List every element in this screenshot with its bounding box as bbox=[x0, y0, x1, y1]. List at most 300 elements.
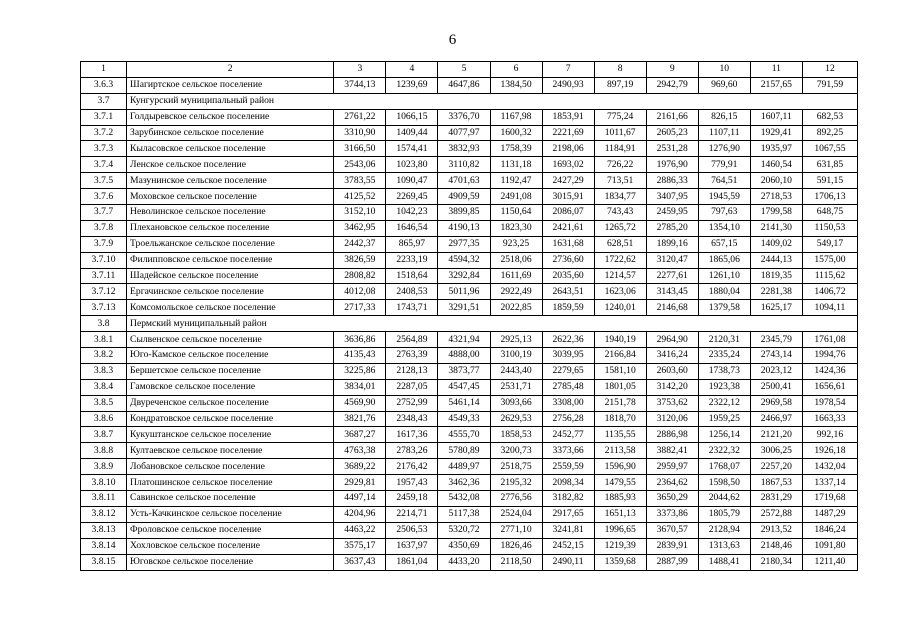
value-cell: 3753,62 bbox=[646, 395, 698, 411]
value-cell: 1354,10 bbox=[698, 220, 750, 236]
value-cell: 1819,35 bbox=[750, 268, 802, 284]
value-cell: 2060,10 bbox=[750, 173, 802, 189]
value-cell: 3166,50 bbox=[334, 141, 386, 157]
value-cell: 2233,19 bbox=[386, 252, 438, 268]
value-cell: 1799,58 bbox=[750, 205, 802, 221]
row-code: 3.7.5 bbox=[81, 173, 127, 189]
value-cell: 1617,36 bbox=[386, 427, 438, 443]
value-cell: 1899,16 bbox=[646, 236, 698, 252]
value-cell: 3882,41 bbox=[646, 443, 698, 459]
value-cell: 1596,90 bbox=[594, 459, 646, 475]
value-cell: 3152,10 bbox=[334, 205, 386, 221]
value-cell: 1834,77 bbox=[594, 189, 646, 205]
row-code: 3.8.5 bbox=[81, 395, 127, 411]
section-name: Кунгурский муниципальный район bbox=[127, 93, 858, 109]
value-cell: 4463,22 bbox=[334, 522, 386, 538]
value-cell: 2717,33 bbox=[334, 300, 386, 316]
value-cell: 1880,04 bbox=[698, 284, 750, 300]
table-row bbox=[81, 443, 858, 459]
value-cell: 3376,70 bbox=[438, 109, 490, 125]
column-header: 11 bbox=[750, 62, 802, 78]
value-cell: 5320,72 bbox=[438, 522, 490, 538]
row-code: 3.7.4 bbox=[81, 157, 127, 173]
row-code: 3.8.6 bbox=[81, 411, 127, 427]
value-cell: 2783,26 bbox=[386, 443, 438, 459]
value-cell: 3783,55 bbox=[334, 173, 386, 189]
value-cell: 1313,63 bbox=[698, 538, 750, 554]
value-cell: 1192,47 bbox=[490, 173, 542, 189]
row-code: 3.8.4 bbox=[81, 379, 127, 395]
value-cell: 2771,10 bbox=[490, 522, 542, 538]
settlement-name: Плехановское сельское поселение bbox=[127, 220, 334, 236]
value-cell: 2922,49 bbox=[490, 284, 542, 300]
value-cell: 1761,08 bbox=[802, 332, 857, 348]
settlement-name: Лобановское сельское поселение bbox=[127, 459, 334, 475]
settlement-name: Сылвенское сельское поселение bbox=[127, 332, 334, 348]
value-cell: 4547,45 bbox=[438, 379, 490, 395]
table-row bbox=[81, 395, 858, 411]
settlement-name: Комсомольское сельское поселение bbox=[127, 300, 334, 316]
value-cell: 1131,18 bbox=[490, 157, 542, 173]
value-cell: 2281,38 bbox=[750, 284, 802, 300]
value-cell: 3462,36 bbox=[438, 475, 490, 491]
value-cell: 2345,79 bbox=[750, 332, 802, 348]
value-cell: 3687,27 bbox=[334, 427, 386, 443]
value-cell: 4012,08 bbox=[334, 284, 386, 300]
row-code: 3.7.6 bbox=[81, 189, 127, 205]
table-row bbox=[81, 363, 858, 379]
value-cell: 3650,29 bbox=[646, 491, 698, 507]
table-row bbox=[81, 268, 858, 284]
value-cell: 1867,53 bbox=[750, 475, 802, 491]
value-cell: 5461,14 bbox=[438, 395, 490, 411]
row-code: 3.7.1 bbox=[81, 109, 127, 125]
settlement-name: Бершетское сельское поселение bbox=[127, 363, 334, 379]
value-cell: 1607,11 bbox=[750, 109, 802, 125]
value-cell: 1107,11 bbox=[698, 125, 750, 141]
value-cell: 4647,86 bbox=[438, 77, 490, 93]
table-row bbox=[81, 538, 858, 554]
value-cell: 4135,43 bbox=[334, 348, 386, 364]
value-cell: 2743,14 bbox=[750, 348, 802, 364]
value-cell: 1090,47 bbox=[386, 173, 438, 189]
row-code: 3.8.15 bbox=[81, 554, 127, 570]
value-cell: 2942,79 bbox=[646, 77, 698, 93]
value-cell: 4433,20 bbox=[438, 554, 490, 570]
value-cell: 2121,20 bbox=[750, 427, 802, 443]
value-cell: 4190,13 bbox=[438, 220, 490, 236]
value-cell: 1656,61 bbox=[802, 379, 857, 395]
value-cell: 1846,24 bbox=[802, 522, 857, 538]
value-cell: 1929,41 bbox=[750, 125, 802, 141]
value-cell: 2466,97 bbox=[750, 411, 802, 427]
value-cell: 1978,54 bbox=[802, 395, 857, 411]
value-cell: 1738,73 bbox=[698, 363, 750, 379]
value-cell: 2491,08 bbox=[490, 189, 542, 205]
value-cell: 2023,12 bbox=[750, 363, 802, 379]
value-cell: 2603,60 bbox=[646, 363, 698, 379]
value-cell: 2643,51 bbox=[542, 284, 594, 300]
row-code: 3.7 bbox=[81, 93, 127, 109]
row-code: 3.8.9 bbox=[81, 459, 127, 475]
table-row bbox=[81, 252, 858, 268]
value-cell: 1432,04 bbox=[802, 459, 857, 475]
value-cell: 2490,11 bbox=[542, 554, 594, 570]
value-cell: 2113,58 bbox=[594, 443, 646, 459]
value-cell: 3110,82 bbox=[438, 157, 490, 173]
value-cell: 3899,85 bbox=[438, 205, 490, 221]
value-cell: 3291,51 bbox=[438, 300, 490, 316]
table-row bbox=[81, 475, 858, 491]
value-cell: 4350,69 bbox=[438, 538, 490, 554]
value-cell: 3093,66 bbox=[490, 395, 542, 411]
column-header: 1 bbox=[81, 62, 127, 78]
value-cell: 1211,40 bbox=[802, 554, 857, 570]
value-cell: 1758,39 bbox=[490, 141, 542, 157]
value-cell: 779,91 bbox=[698, 157, 750, 173]
value-cell: 628,51 bbox=[594, 236, 646, 252]
value-cell: 2348,43 bbox=[386, 411, 438, 427]
settlement-name: Фроловское сельское поселение bbox=[127, 522, 334, 538]
row-code: 3.8.1 bbox=[81, 332, 127, 348]
settlement-name: Шадейское сельское поселение bbox=[127, 268, 334, 284]
row-code: 3.8.14 bbox=[81, 538, 127, 554]
value-cell: 1256,14 bbox=[698, 427, 750, 443]
value-cell: 2964,90 bbox=[646, 332, 698, 348]
value-cell: 1996,65 bbox=[594, 522, 646, 538]
value-cell: 1460,54 bbox=[750, 157, 802, 173]
value-cell: 3416,24 bbox=[646, 348, 698, 364]
value-cell: 1409,44 bbox=[386, 125, 438, 141]
value-cell: 2524,04 bbox=[490, 506, 542, 522]
value-cell: 791,59 bbox=[802, 77, 857, 93]
column-header: 7 bbox=[542, 62, 594, 78]
value-cell: 2157,65 bbox=[750, 77, 802, 93]
value-cell: 4569,90 bbox=[334, 395, 386, 411]
value-cell: 3015,91 bbox=[542, 189, 594, 205]
value-cell: 3373,86 bbox=[646, 506, 698, 522]
value-cell: 1598,50 bbox=[698, 475, 750, 491]
settlement-name: Гамовское сельское поселение bbox=[127, 379, 334, 395]
value-cell: 2427,29 bbox=[542, 173, 594, 189]
value-cell: 3006,25 bbox=[750, 443, 802, 459]
row-code: 3.8.8 bbox=[81, 443, 127, 459]
value-cell: 3689,22 bbox=[334, 459, 386, 475]
value-cell: 1042,23 bbox=[386, 205, 438, 221]
value-cell: 3834,01 bbox=[334, 379, 386, 395]
value-cell: 1184,91 bbox=[594, 141, 646, 157]
table-row bbox=[81, 332, 858, 348]
value-cell: 1135,55 bbox=[594, 427, 646, 443]
table-row bbox=[81, 173, 858, 189]
value-cell: 2736,60 bbox=[542, 252, 594, 268]
value-cell: 2785,48 bbox=[542, 379, 594, 395]
value-cell: 1693,02 bbox=[542, 157, 594, 173]
value-cell: 923,25 bbox=[490, 236, 542, 252]
value-cell: 3100,19 bbox=[490, 348, 542, 364]
value-cell: 1409,02 bbox=[750, 236, 802, 252]
value-cell: 4555,70 bbox=[438, 427, 490, 443]
table-row bbox=[81, 236, 858, 252]
value-cell: 1518,64 bbox=[386, 268, 438, 284]
column-header: 6 bbox=[490, 62, 542, 78]
value-cell: 1663,33 bbox=[802, 411, 857, 427]
value-cell: 1115,62 bbox=[802, 268, 857, 284]
value-cell: 1940,19 bbox=[594, 332, 646, 348]
value-cell: 3120,47 bbox=[646, 252, 698, 268]
value-cell: 2622,36 bbox=[542, 332, 594, 348]
value-cell: 1094,11 bbox=[802, 300, 857, 316]
value-cell: 4909,59 bbox=[438, 189, 490, 205]
table-row bbox=[81, 427, 858, 443]
settlement-name: Ленское сельское поселение bbox=[127, 157, 334, 173]
value-cell: 2120,31 bbox=[698, 332, 750, 348]
settlement-name: Хохловское сельское поселение bbox=[127, 538, 334, 554]
table-row bbox=[81, 77, 858, 93]
table-row bbox=[81, 554, 858, 570]
row-code: 3.7.13 bbox=[81, 300, 127, 316]
row-code: 3.8.10 bbox=[81, 475, 127, 491]
table-row bbox=[81, 506, 858, 522]
value-cell: 1935,97 bbox=[750, 141, 802, 157]
value-cell: 3637,43 bbox=[334, 554, 386, 570]
table-row bbox=[81, 284, 858, 300]
value-cell: 1167,98 bbox=[490, 109, 542, 125]
header-row bbox=[81, 62, 858, 78]
value-cell: 2035,60 bbox=[542, 268, 594, 284]
column-header: 2 bbox=[127, 62, 334, 78]
row-code: 3.7.9 bbox=[81, 236, 127, 252]
value-cell: 2443,40 bbox=[490, 363, 542, 379]
section-name: Пермский муниципальный район bbox=[127, 316, 858, 332]
settlement-name: Голдыревское сельское поселение bbox=[127, 109, 334, 125]
value-cell: 3462,95 bbox=[334, 220, 386, 236]
column-header: 12 bbox=[802, 62, 857, 78]
row-code: 3.8.2 bbox=[81, 348, 127, 364]
value-cell: 2629,53 bbox=[490, 411, 542, 427]
value-cell: 3182,82 bbox=[542, 491, 594, 507]
table-row bbox=[81, 109, 858, 125]
value-cell: 743,43 bbox=[594, 205, 646, 221]
table-row bbox=[81, 379, 858, 395]
row-code: 3.8.7 bbox=[81, 427, 127, 443]
value-cell: 865,97 bbox=[386, 236, 438, 252]
value-cell: 1091,80 bbox=[802, 538, 857, 554]
value-cell: 2322,32 bbox=[698, 443, 750, 459]
value-cell: 892,25 bbox=[802, 125, 857, 141]
row-code: 3.7.2 bbox=[81, 125, 127, 141]
row-code: 3.8.13 bbox=[81, 522, 127, 538]
column-header: 5 bbox=[438, 62, 490, 78]
settlement-name: Мазунинское сельское поселение bbox=[127, 173, 334, 189]
value-cell: 657,15 bbox=[698, 236, 750, 252]
value-cell: 2335,24 bbox=[698, 348, 750, 364]
value-cell: 1424,36 bbox=[802, 363, 857, 379]
value-cell: 2459,18 bbox=[386, 491, 438, 507]
table-row bbox=[81, 348, 858, 364]
value-cell: 1826,46 bbox=[490, 538, 542, 554]
value-cell: 1865,06 bbox=[698, 252, 750, 268]
value-cell: 1611,69 bbox=[490, 268, 542, 284]
value-cell: 3873,77 bbox=[438, 363, 490, 379]
value-cell: 1801,05 bbox=[594, 379, 646, 395]
value-cell: 2176,42 bbox=[386, 459, 438, 475]
value-cell: 2572,88 bbox=[750, 506, 802, 522]
value-cell: 2831,29 bbox=[750, 491, 802, 507]
value-cell: 2269,45 bbox=[386, 189, 438, 205]
value-cell: 4321,94 bbox=[438, 332, 490, 348]
value-cell: 1957,43 bbox=[386, 475, 438, 491]
value-cell: 1150,64 bbox=[490, 205, 542, 221]
value-cell: 4497,14 bbox=[334, 491, 386, 507]
settlement-name: Моховское сельское поселение bbox=[127, 189, 334, 205]
table-row bbox=[81, 220, 858, 236]
value-cell: 1623,06 bbox=[594, 284, 646, 300]
column-header: 8 bbox=[594, 62, 646, 78]
settlement-name: Филипповское сельское поселение bbox=[127, 252, 334, 268]
value-cell: 1067,55 bbox=[802, 141, 857, 157]
settlement-name: Юго-Камское сельское поселение bbox=[127, 348, 334, 364]
settlement-name: Кукуштанское сельское поселение bbox=[127, 427, 334, 443]
value-cell: 1265,72 bbox=[594, 220, 646, 236]
table-row bbox=[81, 141, 858, 157]
value-cell: 2518,06 bbox=[490, 252, 542, 268]
table-body bbox=[81, 77, 858, 570]
value-cell: 2151,78 bbox=[594, 395, 646, 411]
value-cell: 2287,05 bbox=[386, 379, 438, 395]
table-row bbox=[81, 459, 858, 475]
column-header: 3 bbox=[334, 62, 386, 78]
row-code: 3.6.3 bbox=[81, 77, 127, 93]
value-cell: 969,60 bbox=[698, 77, 750, 93]
value-cell: 1359,68 bbox=[594, 554, 646, 570]
value-cell: 2166,84 bbox=[594, 348, 646, 364]
value-cell: 631,85 bbox=[802, 157, 857, 173]
value-cell: 797,63 bbox=[698, 205, 750, 221]
section-row bbox=[81, 316, 858, 332]
value-cell: 4701,63 bbox=[438, 173, 490, 189]
value-cell: 1406,72 bbox=[802, 284, 857, 300]
value-cell: 3200,73 bbox=[490, 443, 542, 459]
value-cell: 1600,32 bbox=[490, 125, 542, 141]
value-cell: 3120,06 bbox=[646, 411, 698, 427]
value-cell: 1066,15 bbox=[386, 109, 438, 125]
value-cell: 2195,32 bbox=[490, 475, 542, 491]
value-cell: 2118,50 bbox=[490, 554, 542, 570]
value-cell: 1976,90 bbox=[646, 157, 698, 173]
value-cell: 1858,53 bbox=[490, 427, 542, 443]
value-cell: 2086,07 bbox=[542, 205, 594, 221]
row-code: 3.8.11 bbox=[81, 491, 127, 507]
settlement-name: Кондратовское сельское поселение bbox=[127, 411, 334, 427]
value-cell: 1646,54 bbox=[386, 220, 438, 236]
table-row bbox=[81, 300, 858, 316]
value-cell: 3142,20 bbox=[646, 379, 698, 395]
table-row bbox=[81, 491, 858, 507]
value-cell: 2969,58 bbox=[750, 395, 802, 411]
value-cell: 4888,00 bbox=[438, 348, 490, 364]
row-code: 3.8 bbox=[81, 316, 127, 332]
row-code: 3.7.10 bbox=[81, 252, 127, 268]
value-cell: 2322,12 bbox=[698, 395, 750, 411]
value-cell: 1706,13 bbox=[802, 189, 857, 205]
settlement-name: Двуреченское сельское поселение bbox=[127, 395, 334, 411]
value-cell: 2564,89 bbox=[386, 332, 438, 348]
row-code: 3.7.8 bbox=[81, 220, 127, 236]
value-cell: 4077,97 bbox=[438, 125, 490, 141]
value-cell: 2506,53 bbox=[386, 522, 438, 538]
value-cell: 1923,38 bbox=[698, 379, 750, 395]
value-cell: 1239,69 bbox=[386, 77, 438, 93]
value-cell: 2718,53 bbox=[750, 189, 802, 205]
value-cell: 648,75 bbox=[802, 205, 857, 221]
value-cell: 2886,98 bbox=[646, 427, 698, 443]
value-cell: 1631,68 bbox=[542, 236, 594, 252]
value-cell: 1823,30 bbox=[490, 220, 542, 236]
value-cell: 1150,53 bbox=[802, 220, 857, 236]
value-cell: 5780,89 bbox=[438, 443, 490, 459]
value-cell: 2198,06 bbox=[542, 141, 594, 157]
settlement-name: Кыласовское сельское поселение bbox=[127, 141, 334, 157]
column-header: 10 bbox=[698, 62, 750, 78]
value-cell: 2917,65 bbox=[542, 506, 594, 522]
value-cell: 1219,39 bbox=[594, 538, 646, 554]
settlement-name: Зарубинское сельское поселение bbox=[127, 125, 334, 141]
value-cell: 764,51 bbox=[698, 173, 750, 189]
value-cell: 2886,33 bbox=[646, 173, 698, 189]
value-cell: 1885,93 bbox=[594, 491, 646, 507]
row-code: 3.7.3 bbox=[81, 141, 127, 157]
table-row bbox=[81, 157, 858, 173]
row-code: 3.7.7 bbox=[81, 205, 127, 221]
value-cell: 1719,68 bbox=[802, 491, 857, 507]
value-cell: 4125,52 bbox=[334, 189, 386, 205]
row-code: 3.7.11 bbox=[81, 268, 127, 284]
value-cell: 5117,38 bbox=[438, 506, 490, 522]
value-cell: 2128,94 bbox=[698, 522, 750, 538]
value-cell: 1959,25 bbox=[698, 411, 750, 427]
value-cell: 2442,37 bbox=[334, 236, 386, 252]
value-cell: 591,15 bbox=[802, 173, 857, 189]
value-cell: 726,22 bbox=[594, 157, 646, 173]
value-cell: 826,15 bbox=[698, 109, 750, 125]
value-cell: 2257,20 bbox=[750, 459, 802, 475]
value-cell: 2756,28 bbox=[542, 411, 594, 427]
value-cell: 2444,13 bbox=[750, 252, 802, 268]
value-cell: 1011,67 bbox=[594, 125, 646, 141]
value-cell: 3826,59 bbox=[334, 252, 386, 268]
value-cell: 1487,29 bbox=[802, 506, 857, 522]
value-cell: 2452,77 bbox=[542, 427, 594, 443]
value-cell: 1926,18 bbox=[802, 443, 857, 459]
value-cell: 3821,76 bbox=[334, 411, 386, 427]
value-cell: 549,17 bbox=[802, 236, 857, 252]
settlement-name: Юговское сельское поселение bbox=[127, 554, 334, 570]
table-row bbox=[81, 125, 858, 141]
value-cell: 2531,28 bbox=[646, 141, 698, 157]
settlement-name: Неволинское сельское поселение bbox=[127, 205, 334, 221]
value-cell: 4204,96 bbox=[334, 506, 386, 522]
value-cell: 2214,71 bbox=[386, 506, 438, 522]
value-cell: 4489,97 bbox=[438, 459, 490, 475]
value-cell: 2141,30 bbox=[750, 220, 802, 236]
value-cell: 2518,75 bbox=[490, 459, 542, 475]
value-cell: 775,24 bbox=[594, 109, 646, 125]
value-cell: 2128,13 bbox=[386, 363, 438, 379]
value-cell: 3225,86 bbox=[334, 363, 386, 379]
data-table bbox=[80, 61, 858, 571]
column-header: 4 bbox=[386, 62, 438, 78]
